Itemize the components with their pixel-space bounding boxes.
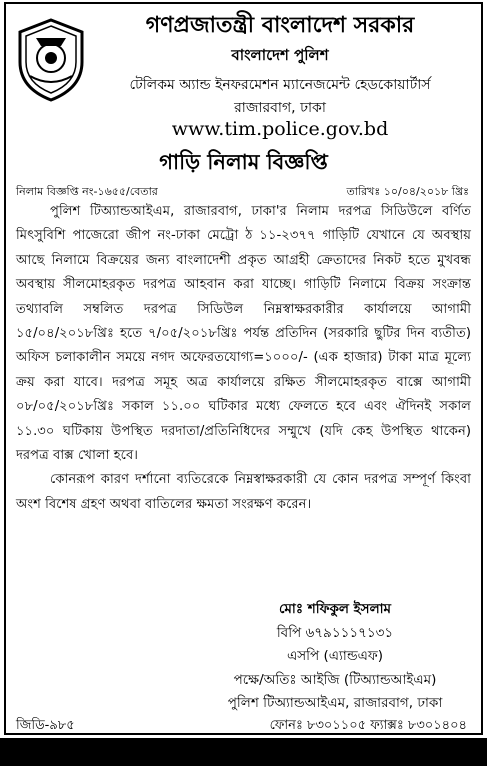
police-heading: বাংলাদেশ পুলিশ: [231, 46, 329, 64]
notice-date: তারিখঃ ১০/০৪/২০১৮ খ্রিঃ: [346, 185, 469, 198]
police-emblem-icon: [16, 18, 86, 102]
signature-block: [190, 598, 480, 716]
signatory-bp: বিপি ৬৭৯১১১৭১৩১: [276, 624, 394, 641]
signatory-office: পুলিশ টিঅ্যান্ডআইএম, রাজারবাগ, ঢাকা: [227, 695, 443, 711]
government-heading: গণপ্রজাতন্ত্রী বাংলাদেশ সরকার: [145, 12, 415, 38]
signatory-name: মোঃ শফিকুল ইসলাম: [278, 601, 392, 617]
gd-number: জিডি-৯৮৫: [16, 718, 75, 733]
signatory-on-behalf: পক্ষে/অতিঃ আইজি (টিঅ্যান্ডআইএম): [233, 671, 437, 688]
notice-reference: নিলাম বিজ্ঞপ্তি নং-১৬৫৫/বেতার: [16, 185, 158, 198]
location-heading: রাজারবাগ, ঢাকা: [234, 100, 326, 116]
signatory-rank: এসপি (এ্যান্ডএফ): [286, 648, 384, 664]
notice-paragraph-1: পুলিশ টিঅ্যান্ডআইএম, রাজারবাগ, ঢাকা'র নিলাম দরপত্র সিডিউলে বর্ণিত মিৎসুবিশি পাজেরো জীপ নং-ঢাকা মেট্রো ঠ ১১-২৩৭৭ গাড়িটি যেখানে যে অবস্থায় আছে নিলামে বিক্রয়ের জন্য বাংলাদেশী প্রকৃত আগ্রহী ক্রেতাদের নিকট হতে মুখবন্ধ অবস্থায় সীলমোহরকৃত দরপত্র আহবান করা যাচ্ছে। গাড়িটি নিলামে বিক্রয় সংক্রান্ত তথ্যাবলি সম্বলিত দরপত্র সিডিউল নিম্নস্বাক্ষরকারীর কার্যালয়ে আগামী ১৫/০৪/২০১৮খ্রিঃ হতে ৭/০৫/২০১৮খ্রিঃ পর্যন্ত প্রতিদিন (সরকারি ছুটির দিন ব্যতীত) অফিস চলাকালীন সময়ে নগদ অফেরতযোগ্য=১০০০/- (এক হাজার) টাকা মাত্র মূল্যে ক্রয় করা যাবে। দরপত্র সমূহ অত্র কার্যালয়ে রক্ষিত সীলমোহরকৃত বাক্সে আগামী ০৮/০৫/২০১৮খ্রিঃ সকাল ১১.০০ ঘটিকার মধ্যে ফেলতে হবে এবং ঐদিনই সকাল ১১.৩০ ঘটিকায় উপস্থিত দরদাতা/প্রতিনিধিদের সম্মুখে (যদি কেহ উপস্থিত থাকেন) দরপত্র বাক্স খোলা হবে।: [16, 204, 471, 464]
notice-body: [16, 200, 471, 517]
website-link[interactable]: www.tim.police.gov.bd: [171, 118, 389, 140]
bottom-bar: [0, 738, 487, 766]
notice-title: গাড়ি নিলাম বিজ্ঞপ্তি: [159, 149, 328, 174]
unit-heading: টেলিকম অ্যান্ড ইনফরমেশন ম্যানেজমেন্ট হেডকোয়ার্টার্স: [129, 77, 431, 93]
notice-paragraph-2: কোনরূপ কারণ দর্শানো ব্যতিরেকে নিম্নস্বাক্ষরকারী যে কোন দরপত্র সম্পূর্ণ কিংবা অংশ বিশেষ গ্রহণ অথবা বাতিলের ক্ষমতা সংরক্ষণ করেন।: [16, 472, 471, 512]
phone-fax: ফোনঃ ৮৩০১১০৫ ফ্যাক্সঃ ৮৩০১৪০৪: [269, 718, 467, 733]
